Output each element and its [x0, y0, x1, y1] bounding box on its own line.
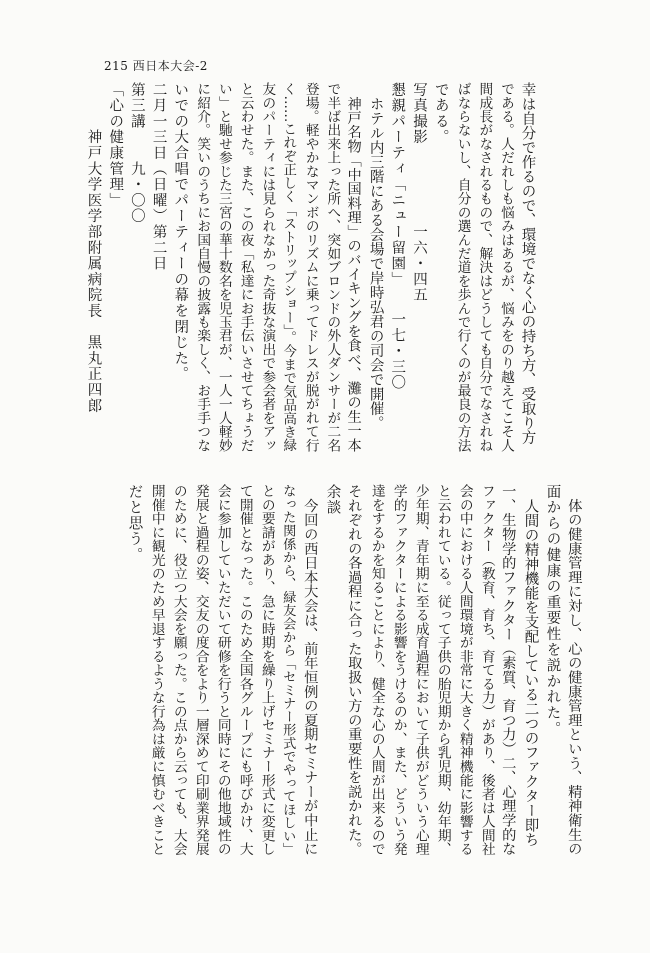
text-column: 一、生物学的ファクター（素質、育つ力）二、心理学的な — [500, 484, 517, 856]
text-column: で半ば出来上った所へ、突如ブロンドの外人ダンサーが二名 — [324, 82, 341, 452]
text-column: 人間の精神機能を支配している二つのファクター即ち — [522, 484, 539, 847]
text-column: て開催となった。このため全国各グループにも呼びかけ、大 — [236, 484, 253, 856]
text-column: 会に参加していただいて研修を行うと同時にその他地域性の — [214, 484, 231, 856]
text-column: 達をするかを知ることにより、健全な心の人間が出来るので — [368, 484, 385, 856]
text-column: 第三講 九・〇〇 — [128, 82, 145, 225]
text-column: 面からの健康の重要性を説かれた。 — [544, 484, 561, 737]
text-column: である。 — [432, 82, 449, 146]
text-column: 間成長がなされるもので、解決はどうしても自分でなされね — [476, 82, 493, 452]
text-column: く……これぞ正しく「ストリップショー」。今まで気品高き緑 — [280, 82, 296, 452]
text-column: 今回の西日本大会は、前年恒例の夏期セミナーが中止に — [302, 484, 319, 856]
text-column: 「心の健康管理」 — [107, 82, 124, 209]
text-column: 神戸大学医学部附属病院長 黒丸正四郎 — [85, 82, 102, 414]
text-column: 懇親パーティ「ニュー留園」 一七・三〇 — [389, 82, 406, 391]
text-column: ばならないし、自分の選んだ道を歩んで行くのが最良の方法 — [454, 82, 471, 452]
page-header — [104, 57, 208, 74]
text-column: のために、役立つ大会を願った。この点から云っても、大会 — [170, 484, 187, 856]
text-column: 神戸名物「中国料理」のバイキングを食べ、灘の生一本 — [345, 82, 362, 452]
text-column: ホテル内三階にある会場で岸時弘君の司会で開催。 — [367, 82, 384, 430]
text-column: 友のパーティには見られなかった奇抜な演出で参会者をアッ — [259, 82, 276, 452]
section-title: 西日本大会-2 — [132, 59, 208, 73]
text-column: だと思う。 — [126, 484, 143, 563]
text-column: それぞれの各過程に合った取扱い方の重要性を説かれた。 — [346, 484, 363, 856]
text-column: との要請があり、急に時期を繰り上げセミナー形式に変更し — [258, 484, 275, 856]
text-column: 余談 — [324, 484, 341, 516]
text-column: 幸は自分で作るので、環境でなく心の持ち方、受取り方 — [519, 82, 536, 445]
text-column: に紹介。笑いのうちにお国自慢の披露も楽しく、お手手つな — [194, 82, 211, 452]
page-number: 215 — [104, 59, 129, 73]
text-column: 開催中に観光のため早退するような行為は厳に慎むべきこと — [148, 484, 165, 856]
text-column: 会の中における人間環境が非常に大きく精神機能に影響する — [456, 484, 473, 856]
text-column: いでの大合唱でパーティーの幕を閉じた。 — [172, 82, 189, 383]
text-column: と云われている。従って子供の胎児期から乳児期、幼年期、 — [434, 484, 451, 856]
text-column: 体の健康管理に対し、心の健康管理という、精神衛生の — [566, 484, 583, 856]
text-column: なった関係から、緑友会から「セミナー形式でやってほしい」 — [280, 484, 296, 856]
text-column: 登場。軽やかなマンボのリズムに乗ってドレスが脱がれて行 — [302, 82, 319, 452]
text-column: 二月一三日（日曜）第二日 — [150, 82, 167, 272]
text-column: 発展と過程の姿、交友の度合をより一層深めて印刷業界発展 — [192, 484, 209, 856]
text-column: 学的ファクターによる影響をうけるのか、また、どういう発 — [390, 484, 407, 856]
text-column: い」と馳せ参じた三宮の華十数名を児玉君が、一人一人軽妙 — [215, 82, 232, 452]
text-column: ファクター（教育、育ち、育てる力）があり、後者は人間社 — [478, 484, 495, 856]
text-column: である。人だれしも悩みはあるが、悩みをのり越えてこそ人 — [498, 82, 514, 452]
text-column: 少年期、青年期に至る成育過程において子供がどういう心理 — [412, 484, 429, 856]
text-column: 写真撮影 一六・四五 — [411, 82, 427, 304]
text-column: と云わせた。また、この夜「私達にお手伝いさせてちょうだ — [237, 82, 254, 452]
